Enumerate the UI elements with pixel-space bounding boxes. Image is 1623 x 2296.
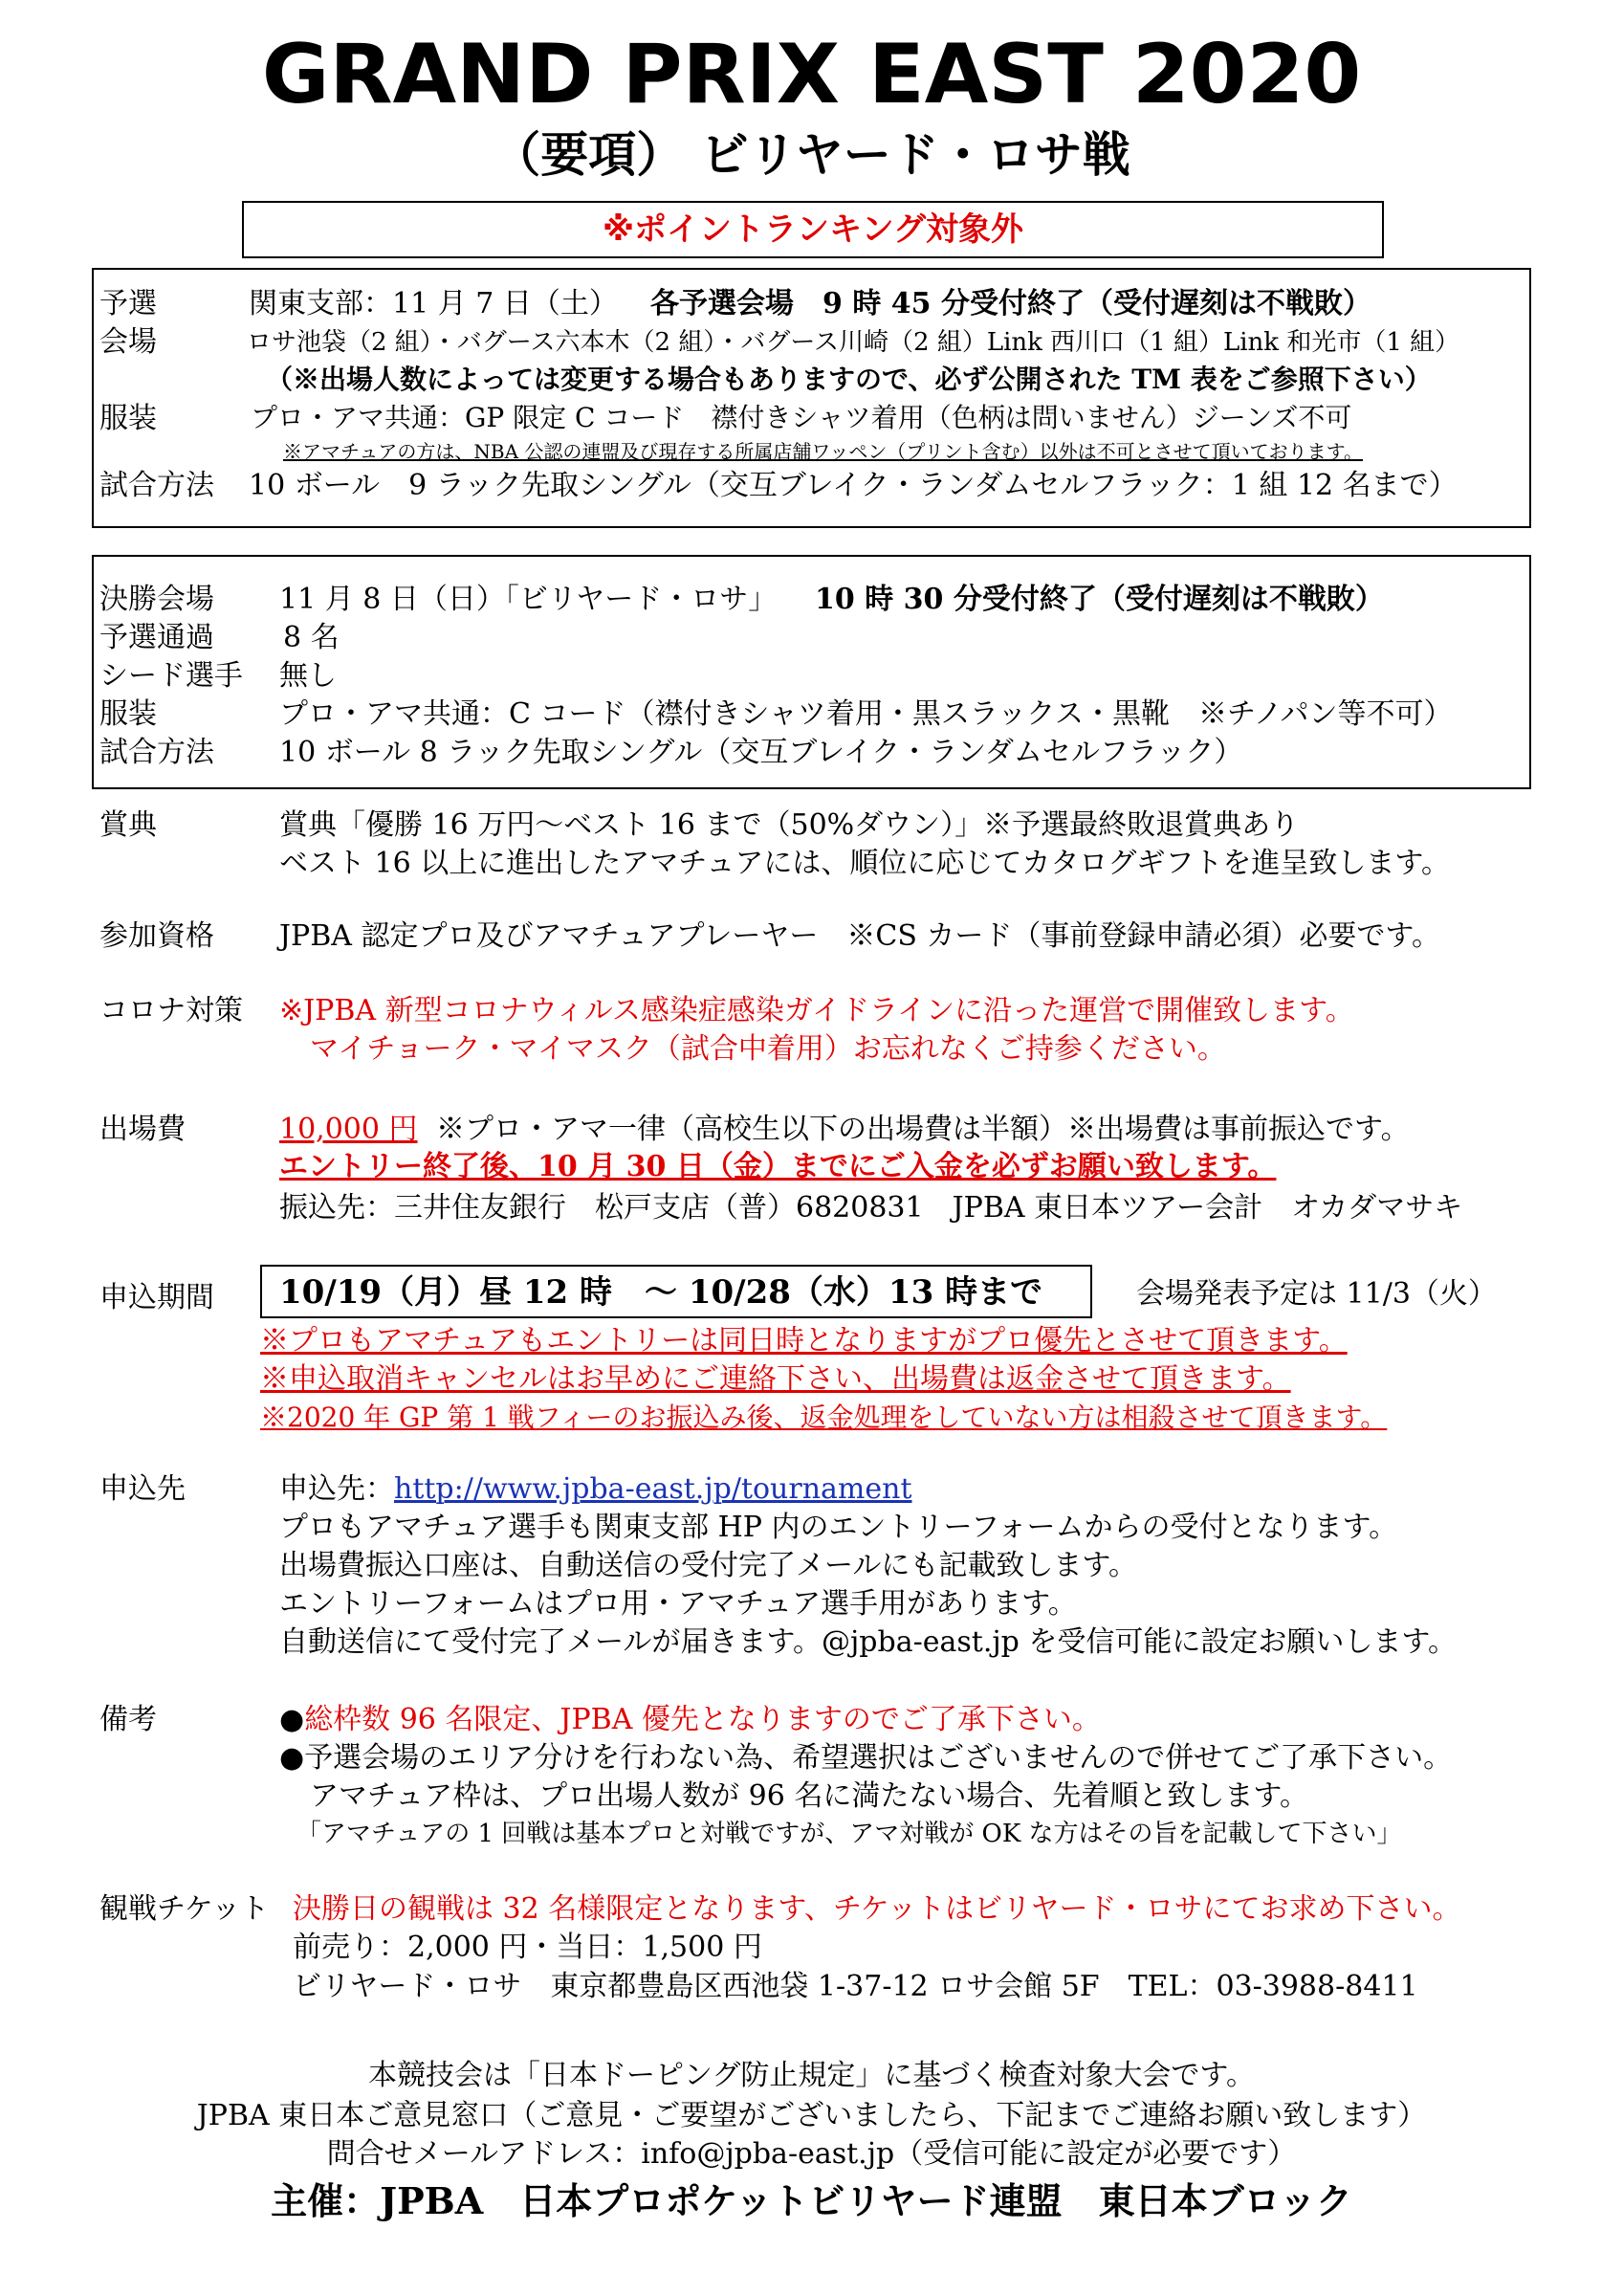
page-subtitle: （要項） ビリヤード・ロサ戦 (493, 127, 1130, 183)
final-fukuso-value: プロ・アマ共通：C コード（襟付きシャツ着用・黒スラックス・黒靴 ※チノパン等不可） (279, 697, 1453, 731)
apply-label: 申込先 (99, 1472, 186, 1506)
prelim-yosen-value: 関東支部：11 月 7 日（土） (249, 287, 618, 320)
footer-line-2: JPBA 東日本ご意見窓口（ご意見・ご要望がございましたら、下記までご連絡お願い致します） (196, 2099, 1427, 2132)
fee-line-1: ※プロ・アマ一律（高校生以下の出場費は半額）※出場費は事前振込です。 (436, 1113, 1410, 1146)
ticket-line-1: 決勝日の観戦は 32 名様限定となります、チケットはビリヤード・ロサにてお求め下さい。 (293, 1892, 1461, 1926)
period-note-3: ※2020 年 GP 第 1 戦フィーのお振込み後、返金処理をしていない方は相殺させて頂きます。 (260, 1402, 1388, 1433)
prelim-shiai-value: 10 ボール 9 ラック先取シングル（交互ブレイク・ランダムセルフラック：1 組 12 名まで） (249, 469, 1458, 502)
apply-prefix: 申込先： (279, 1472, 394, 1506)
period-label: 申込期間 (99, 1281, 214, 1314)
ticket-line-3: ビリヤード・ロサ 東京都豊島区西池袋 1-37-12 ロサ会館 5F TEL：03-3988-8411 (293, 1970, 1418, 2003)
prelim-shiai-label: 試合方法 (99, 469, 214, 502)
biko-label: 備考 (99, 1703, 157, 1736)
prelim-yosen-label: 予選 (99, 287, 157, 320)
prelim-kaijo-note: （※出場人数によっては変更する場合もありますので、必ず公開された TM 表をご参照下さい） (266, 364, 1432, 395)
final-seed-label: シード選手 (99, 659, 243, 693)
prelim-fukuso-note: ※アマチュアの方は、NBA 公認の連盟及び現存する所属店舗ワッペン（プリント含む）以外は不可とさせて頂いております。 (283, 440, 1363, 463)
shikaku-label: 参加資格 (99, 919, 214, 953)
final-tsuka-label: 予選通過 (99, 621, 214, 654)
biko-line-1 (279, 1701, 1101, 1739)
prelim-fukuso-value: プロ・アマ共通：GP 限定 C コード 襟付きシャツ着用（色柄は問いません）ジーンズ不可 (251, 402, 1352, 433)
biko-line-3: アマチュア枠は、プロ出場人数が 96 名に満たない場合、先着順と致します。 (310, 1779, 1308, 1813)
biko-line-1-text: 総枠数 96 名限定、JPBA 優先となりますのでご了承下さい。 (304, 1703, 1101, 1736)
apply-line-3: 出場費振込口座は、自動送信の受付完了メールにも記載致します。 (279, 1549, 1137, 1582)
biko-bullet-1: ● (279, 1703, 305, 1736)
apply-line-5: 自動送信にて受付完了メールが届きます。@jpba-east.jp を受信可能に設定お願いします。 (279, 1625, 1458, 1659)
final-tsuka-value: 8 名 (283, 621, 340, 654)
ticket-label: 観戦チケット (99, 1892, 270, 1926)
fee-line-3: 振込先：三井住友銀行 松戸支店（普）6820831 JPBA 東日本ツアー会計 オカダマサキ (279, 1191, 1463, 1225)
prelim-kaijo-value: ロサ池袋（2 組）・バグース六本木（2 組）・バグース川崎（2 組）Link 西川口（1 組）Link 和光市（1 組） (247, 328, 1460, 357)
biko-line-2 (279, 1739, 1452, 1777)
period-note-2: ※申込取消キャンセルはお早めにご連絡下さい、出場費は返金させて頂きます。 (260, 1362, 1291, 1396)
fee-amount: 10,000 円 (279, 1113, 418, 1146)
apply-line-2: プロもアマチュア選手も関東支部 HP 内のエントリーフォームからの受付となります。 (279, 1511, 1398, 1544)
footer-line-3: 問合せメールアドレス：info@jpba-east.jp（受信可能に設定が必要です） (326, 2137, 1297, 2171)
footer-organizer: 主催：JPBA 日本プロポケットビリヤード連盟 東日本ブロック (271, 2179, 1352, 2222)
footer-line-1: 本競技会は「日本ドーピング防止規定」に基づく検査対象大会です。 (368, 2059, 1255, 2092)
final-kaijo-label: 決勝会場 (99, 583, 214, 616)
page-title: GRAND PRIX EAST 2020 (261, 27, 1362, 122)
shoten-line-2: ベスト 16 以上に進出したアマチュアには、順位に応じてカタログギフトを進呈致します。 (279, 847, 1450, 880)
shoten-label: 賞典 (99, 808, 157, 842)
shikaku-line-1: JPBA 認定プロ及びアマチュアプレーヤー ※CS カード（事前登録申請必須）必要です。 (279, 919, 1440, 953)
final-seed-value: 無し (279, 659, 337, 693)
ticket-line-2: 前売り：2,000 円・当日：1,500 円 (293, 1931, 762, 1964)
apply-line-1 (279, 1470, 912, 1509)
biko-line-2-text: 予選会場のエリア分けを行わない為、希望選択はございませんので併せてご了承下さい。 (304, 1741, 1453, 1775)
final-shiai-label: 試合方法 (99, 736, 214, 769)
final-kaijo-value: 11 月 8 日（日）「ビリヤード・ロサ」 (279, 583, 778, 616)
period-announce: 会場発表予定は 11/3（火） (1136, 1277, 1497, 1311)
prelim-fukuso-label: 服装 (99, 402, 157, 435)
fee-label: 出場費 (99, 1113, 186, 1146)
apply-url-link[interactable]: http://www.jpba-east.jp/tournament (394, 1472, 912, 1506)
final-kaijo-deadline: 10 時 30 分受付終了（受付遅刻は不戦敗） (815, 583, 1384, 616)
biko-bullet-2: ● (279, 1741, 305, 1775)
final-fukuso-label: 服装 (99, 697, 157, 731)
period-box (260, 1265, 1092, 1318)
shoten-line-1: 賞典「優勝 16 万円～ベスト 16 まで（50%ダウン）」※予選最終敗退賞典あり (279, 808, 1300, 842)
fee-line-2: エントリー終了後、10 月 30 日（金）までにご入金を必ずお願い致します。 (279, 1150, 1277, 1183)
biko-line-4: 「アマチュアの 1 回戦は基本プロと対戦ですが、アマ対戦が OK な方はその旨を記載して下さい」 (296, 1820, 1402, 1848)
period-note-1: ※プロもアマチュアもエントリーは同日時となりますがプロ優先とさせて頂きます。 (260, 1324, 1348, 1358)
final-shiai-value: 10 ボール 8 ラック先取シングル（交互ブレイク・ランダムセルフラック） (279, 736, 1243, 769)
prelim-yosen-deadline: 各予選会場 9 時 45 分受付終了（受付遅刻は不戦敗） (650, 287, 1371, 320)
corona-label: コロナ対策 (99, 994, 243, 1027)
apply-line-4: エントリーフォームはプロ用・アマチュア選手用があります。 (279, 1587, 1077, 1621)
corona-line-2: マイチョーク・マイマスク（試合中着用）お忘れなくご持参ください。 (310, 1032, 1226, 1066)
period-range: 10/19（月）昼 12 時 ～ 10/28（水）13 時まで (279, 1273, 1043, 1312)
prelim-kaijo-label: 会場 (99, 325, 157, 359)
notice-box (242, 201, 1384, 258)
corona-line-1: ※JPBA 新型コロナウィルス感染症感染ガイドラインに沿った運営で開催致します。 (279, 994, 1354, 1027)
notice-text: ※ポイントランキング対象外 (602, 210, 1024, 249)
